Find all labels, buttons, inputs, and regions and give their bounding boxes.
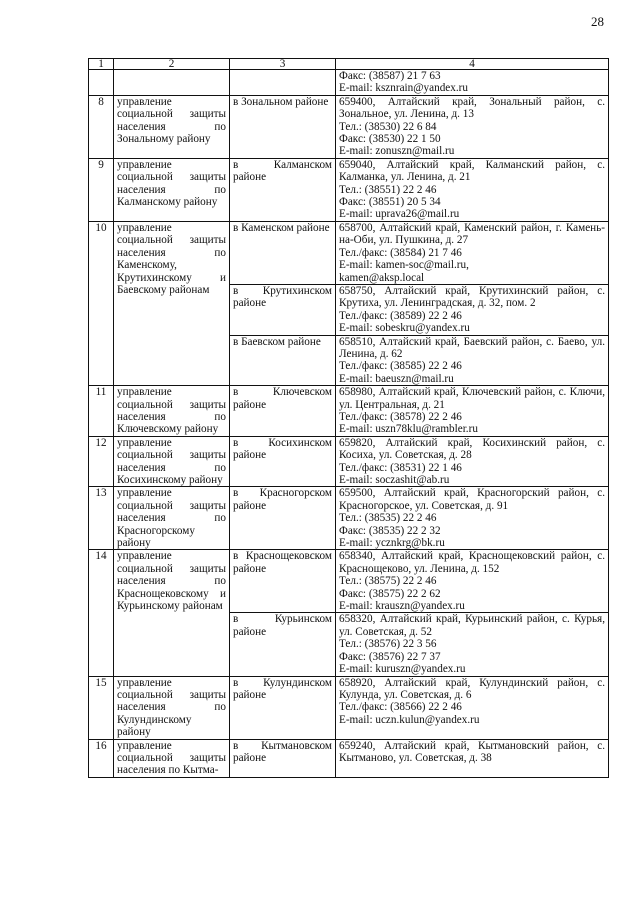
contact-line: E-mail: sobeskru@yandex.ru	[339, 322, 470, 335]
table-row	[89, 386, 609, 437]
contact-line: 658980, Алтайский край, Ключевский район, с. Ключи, ул. Центральная, д. 21	[339, 386, 605, 411]
table-row	[89, 676, 609, 739]
page-number: 28	[591, 14, 604, 29]
cell-district	[230, 70, 336, 96]
contact-line: Факс: (38535) 22 2 32	[339, 524, 441, 537]
contact-line: 658700, Алтайский край, Каменский район, г. Камень-на-Оби, ул. Пушкина, д. 27	[339, 221, 605, 247]
cell-org: управление социальной защиты населения по Ключевскому району	[114, 386, 230, 437]
contact-line: E-mail: uprava26@mail.ru	[339, 208, 460, 221]
cell-district: в Курьинском районе	[230, 613, 336, 676]
contact-line: kamen@aksp.local	[339, 271, 425, 284]
cell-org: управление социальной защиты населения по Кулундинскому району	[114, 676, 230, 739]
cell-contacts	[336, 70, 609, 96]
contact-line: 659500, Алтайский край, Красногорский район, с. Красногорское, ул. Советская, д. 91	[339, 487, 605, 512]
cell-district: в Ключевском районе	[230, 386, 336, 437]
cell-district: в Кытмановском районе	[230, 739, 336, 777]
cell-org: управление социальной защиты населения по Красногорскому району	[114, 487, 230, 550]
cell-contacts	[336, 335, 609, 386]
contact-line: E-mail: baeuszn@mail.ru	[339, 372, 454, 385]
cell-district: в Калманском районе	[230, 158, 336, 221]
cell-num: 8	[89, 95, 114, 158]
cell-num: 16	[89, 739, 114, 777]
table-row	[89, 95, 609, 158]
cell-num: 14	[89, 550, 114, 676]
contact-line: 659820, Алтайский край, Косихинский район, с. Косиха, ул. Советская, д. 28	[339, 436, 605, 462]
header-col-4: 4	[336, 59, 609, 70]
registry-table	[88, 58, 609, 778]
cell-num	[89, 70, 114, 96]
cell-district: в Краснощековском районе	[230, 550, 336, 613]
contact-line: E-mail: ksznrain@yandex.ru	[339, 82, 468, 95]
cell-num: 9	[89, 158, 114, 221]
contact-line: E-mail: ycznkrg@bk.ru	[339, 537, 445, 550]
cell-contacts	[336, 487, 609, 550]
table-row	[89, 436, 609, 487]
contact-line: Факс: (38530) 22 1 50	[339, 133, 441, 146]
cell-num: 13	[89, 487, 114, 550]
contact-line: 658510, Алтайский край, Баевский район, с. Баево, ул. Ленина, д. 62	[339, 335, 605, 360]
cell-num: 12	[89, 436, 114, 487]
cell-num: 10	[89, 221, 114, 385]
contact-line: Тел./факс: (38589) 22 2 46	[339, 309, 462, 322]
contact-line: E-mail: zonuszn@mail.ru	[339, 145, 455, 158]
cell-district: в Красногорском районе	[230, 487, 336, 550]
table-row	[89, 221, 609, 284]
cell-contacts	[336, 613, 609, 676]
cell-district: в Косихинском районе	[230, 436, 336, 487]
cell-num: 11	[89, 386, 114, 437]
cell-num: 15	[89, 676, 114, 739]
header-col-1: 1	[89, 59, 114, 70]
contact-line: E-mail: kuruszn@yandex.ru	[339, 663, 466, 676]
contact-line: 658340, Алтайский край, Краснощековский район, с. Краснощеково, ул. Ленина, д. 152	[339, 550, 605, 575]
cell-org: управление социальной защиты населения по Косихинскому району	[114, 436, 230, 487]
cell-contacts	[336, 550, 609, 613]
header-col-3: 3	[230, 59, 336, 70]
cell-district: в Каменском районе	[230, 221, 336, 284]
cell-org: управление социальной защиты населения по Каменскому, Крутихинскому и Баевскому районам	[114, 221, 230, 385]
cell-org: управление социальной защиты населения по Краснощековскому и Курьинскому районам	[114, 550, 230, 676]
contact-line: 658320, Алтайский край, Курьинский район, с. Курья, ул. Советская, д. 52	[339, 613, 605, 638]
cell-contacts	[336, 436, 609, 487]
contact-line: E-mail: uczn.kulun@yandex.ru	[339, 713, 480, 726]
contact-line: Тел.: (38575) 22 2 46	[339, 575, 437, 588]
continuation-row	[89, 70, 609, 96]
cell-contacts	[336, 386, 609, 437]
contact-line: Тел./факс: (38584) 21 7 46	[339, 246, 462, 259]
cell-district: в Крутихинском районе	[230, 284, 336, 335]
contact-line: Тел.: (38551) 22 2 46	[339, 183, 437, 196]
contact-line: 659040, Алтайский край, Калманский район, с. Калманка, ул. Ленина, д. 21	[339, 158, 605, 184]
contact-line: Тел.: (38576) 22 3 56	[339, 638, 437, 651]
cell-contacts	[336, 158, 609, 221]
cell-district: в Зональном районе	[230, 95, 336, 158]
contact-line: Тел./факс: (38578) 22 2 46	[339, 410, 462, 423]
contact-line: E-mail: krauszn@yandex.ru	[339, 600, 465, 613]
table-row	[89, 550, 609, 613]
contact-line: E-mail: uszn78klu@rambler.ru	[339, 423, 478, 436]
contact-line: Тел./факс: (38531) 22 1 46	[339, 461, 462, 474]
contact-line: Тел.: (38530) 22 6 84	[339, 120, 437, 133]
cell-contacts	[336, 739, 609, 777]
table-row	[89, 158, 609, 221]
cell-district: в Кулундинском районе	[230, 676, 336, 739]
contact-line: Факс: (38575) 22 2 62	[339, 587, 441, 600]
contact-line: Тел./факс: (38585) 22 2 46	[339, 360, 462, 373]
cell-contacts	[336, 95, 609, 158]
contact-line: Факс: (38587) 21 7 63	[339, 70, 441, 82]
cell-contacts	[336, 284, 609, 335]
cell-contacts	[336, 676, 609, 739]
cell-district: в Баевском районе	[230, 335, 336, 386]
header-row	[89, 59, 609, 70]
contact-line: 659240, Алтайский край, Кытмановский район, с. Кытманово, ул. Советская, д. 38	[339, 739, 605, 764]
contact-line: 658750, Алтайский край, Крутихинский район, с. Крутиха, ул. Ленинградская, д. 32, пом. 2	[339, 284, 605, 310]
contact-line: Факс: (38576) 22 7 37	[339, 650, 441, 663]
contact-line: Факс: (38551) 20 5 34	[339, 196, 441, 209]
contact-line: Тел.: (38535) 22 2 46	[339, 512, 437, 525]
contact-line: E-mail: kamen-soc@mail.ru,	[339, 259, 469, 272]
contact-line: Тел./факс: (38566) 22 2 46	[339, 701, 462, 714]
cell-org: управление социальной защиты населения по Калманскому району	[114, 158, 230, 221]
contact-line: 659400, Алтайский край, Зональный район, с. Зональное, ул. Ленина, д. 13	[339, 95, 605, 121]
table-row	[89, 487, 609, 550]
table-row	[89, 739, 609, 777]
cell-org: управление социальной защиты населения по Кытма-	[114, 739, 230, 777]
cell-org: управление социальной защиты населения по Зональному району	[114, 95, 230, 158]
header-col-2: 2	[114, 59, 230, 70]
cell-contacts	[336, 221, 609, 284]
registry-body	[89, 70, 609, 778]
contact-line: 658920, Алтайский край, Кулундинский район, с. Кулунда, ул. Советская, д. 6	[339, 676, 605, 701]
contact-line: E-mail: soczashit@ab.ru	[339, 474, 450, 486]
cell-org	[114, 70, 230, 96]
